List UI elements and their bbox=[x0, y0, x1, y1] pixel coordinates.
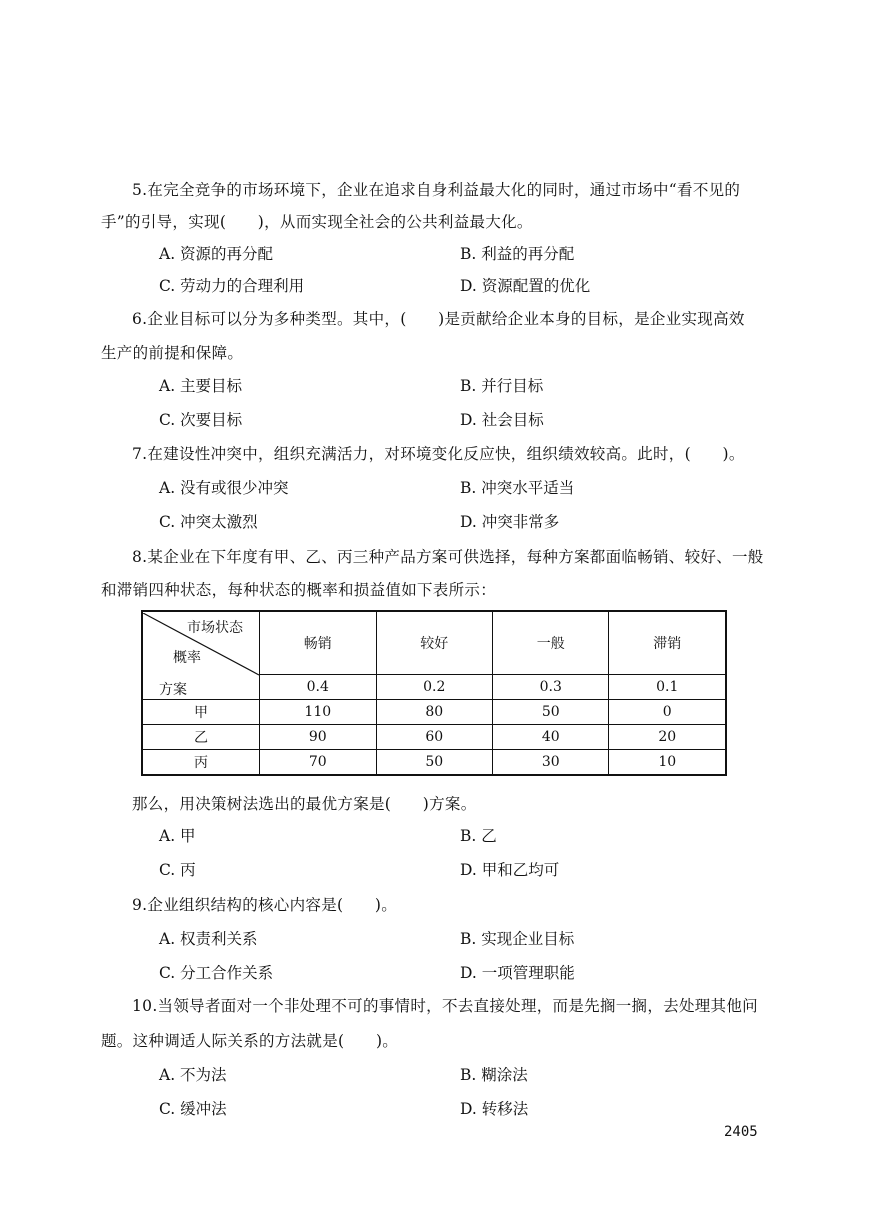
q6-option-a: A. 主要目标 bbox=[159, 377, 243, 395]
q7-option-b: B. 冲突水平适当 bbox=[460, 479, 575, 497]
value-cell: 0 bbox=[609, 700, 726, 725]
q5-stem-line2: 手”的引导，实现( )，从而实现全社会的公共利益最大化。 bbox=[101, 213, 533, 231]
value-cell: 50 bbox=[376, 750, 492, 776]
q5-stem-line1: 5.在完全竞争的市场环境下，企业在追求自身利益最大化的同时，通过市场中“看不见的 bbox=[132, 181, 741, 199]
q6-stem-line1: 6.企业目标可以分为多种类型。其中，( )是贡献给企业本身的目标，是企业实现高效 bbox=[132, 310, 745, 328]
plan-cell: 乙 bbox=[142, 725, 260, 750]
q7-option-c: C. 冲突太激烈 bbox=[159, 513, 258, 531]
table-row bbox=[142, 750, 726, 776]
q8-option-c: C. 丙 bbox=[159, 861, 196, 879]
probability-cell: 0.4 bbox=[260, 675, 377, 700]
page-number: 2405 bbox=[724, 1124, 758, 1140]
corner-label-plan: 方案 bbox=[159, 682, 187, 698]
probability-cell: 0.3 bbox=[493, 675, 609, 700]
q10-option-d: D. 转移法 bbox=[460, 1100, 529, 1118]
value-cell: 30 bbox=[493, 750, 609, 776]
q5-option-b: B. 利益的再分配 bbox=[460, 245, 575, 263]
q10-option-b: B. 糊涂法 bbox=[460, 1066, 528, 1084]
corner-label-probability: 概率 bbox=[173, 650, 201, 666]
q9-option-b: B. 实现企业目标 bbox=[460, 930, 575, 948]
q8-option-d: D. 甲和乙均可 bbox=[460, 861, 560, 879]
q7-option-a: A. 没有或很少冲突 bbox=[159, 479, 289, 497]
plan-cell: 甲 bbox=[142, 700, 260, 725]
value-cell: 40 bbox=[493, 725, 609, 750]
state-header: 较好 bbox=[376, 611, 492, 675]
q10-option-c: C. 缓冲法 bbox=[159, 1100, 227, 1118]
q6-option-d: D. 社会目标 bbox=[460, 411, 544, 429]
q5-option-d: D. 资源配置的优化 bbox=[460, 277, 591, 295]
q8-stem-line1: 8.某企业在下年度有甲、乙、丙三种产品方案可供选择，每种方案都面临畅销、较好、一般 bbox=[132, 548, 764, 566]
q8-stem-line3: 那么，用决策树法选出的最优方案是( )方案。 bbox=[132, 795, 477, 813]
table-corner-cell bbox=[142, 611, 260, 700]
q9-option-c: C. 分工合作关系 bbox=[159, 964, 274, 982]
value-cell: 10 bbox=[609, 750, 726, 776]
plan-cell: 丙 bbox=[142, 750, 260, 776]
value-cell: 80 bbox=[376, 700, 492, 725]
state-header: 畅销 bbox=[260, 611, 377, 675]
q6-stem-line2: 生产的前提和保障。 bbox=[101, 344, 244, 362]
value-cell: 90 bbox=[260, 725, 377, 750]
probability-cell: 0.2 bbox=[376, 675, 492, 700]
table-row bbox=[142, 700, 726, 725]
q6-option-b: B. 并行目标 bbox=[460, 377, 544, 395]
value-cell: 70 bbox=[260, 750, 377, 776]
q8-option-b: B. 乙 bbox=[460, 827, 497, 845]
q8-option-a: A. 甲 bbox=[159, 827, 196, 845]
q7-stem-line1: 7.在建设性冲突中，组织充满活力，对环境变化反应快，组织绩效较高。此时，( )。 bbox=[132, 445, 745, 463]
value-cell: 110 bbox=[260, 700, 377, 725]
q8-stem-line2: 和滞销四种状态，每种状态的概率和损益值如下表所示： bbox=[101, 581, 497, 599]
q9-option-d: D. 一项管理职能 bbox=[460, 964, 575, 982]
value-cell: 20 bbox=[609, 725, 726, 750]
q5-option-c: C. 劳动力的合理利用 bbox=[159, 277, 305, 295]
q10-stem-line2: 题。这种调适人际关系的方法就是( )。 bbox=[101, 1032, 399, 1050]
state-header: 一般 bbox=[493, 611, 609, 675]
probability-cell: 0.1 bbox=[609, 675, 726, 700]
corner-label-state: 市场状态 bbox=[187, 620, 243, 636]
q9-stem-line1: 9.企业组织结构的核心内容是( )。 bbox=[132, 896, 398, 914]
q7-option-d: D. 冲突非常多 bbox=[460, 513, 560, 531]
q10-option-a: A. 不为法 bbox=[159, 1066, 227, 1084]
value-cell: 50 bbox=[493, 700, 609, 725]
table-row bbox=[142, 725, 726, 750]
q5-option-a: A. 资源的再分配 bbox=[159, 245, 274, 263]
state-header: 滞销 bbox=[609, 611, 726, 675]
value-cell: 60 bbox=[376, 725, 492, 750]
q6-option-c: C. 次要目标 bbox=[159, 411, 243, 429]
q10-stem-line1: 10.当领导者面对一个非处理不可的事情时，不去直接处理，而是先搁一搁，去处理其他问 bbox=[132, 997, 758, 1015]
payoff-table bbox=[141, 610, 727, 776]
q9-option-a: A. 权责利关系 bbox=[159, 930, 258, 948]
